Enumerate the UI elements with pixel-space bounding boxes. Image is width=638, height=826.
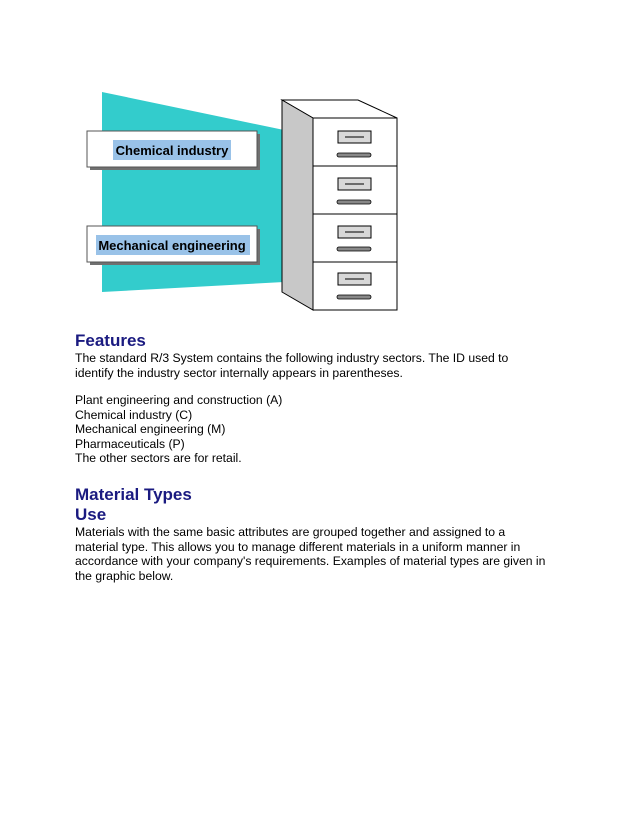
features-section bbox=[75, 331, 575, 380]
material-types-section bbox=[75, 485, 575, 583]
material-types-body-line: the graphic below. bbox=[75, 568, 174, 583]
features-intro bbox=[75, 351, 575, 380]
material-types-body-line: material type. This allows you to manage different materials in a uniform manner in bbox=[75, 539, 521, 554]
features-intro-line: identify the industry sector internally appears in parentheses. bbox=[75, 365, 403, 380]
sector-item: The other sectors are for retail. bbox=[75, 451, 242, 465]
chemical-industry-text: Chemical industry bbox=[115, 143, 229, 158]
material-types-body-line: accordance with your company's requirements. Examples of material types are given in bbox=[75, 554, 546, 568]
industry-sector-graphic bbox=[0, 0, 420, 320]
sector-item: Chemical industry (C) bbox=[75, 407, 193, 422]
features-intro-line: The standard R/3 System contains the following industry sectors. The ID used to bbox=[75, 351, 509, 365]
material-types-heading: Material Types bbox=[75, 485, 192, 504]
chemical-industry-label bbox=[87, 131, 260, 170]
sector-item: Pharmaceuticals (P) bbox=[75, 436, 185, 451]
sector-item: Mechanical engineering (M) bbox=[75, 422, 226, 436]
cabinet-side bbox=[282, 100, 313, 310]
drawer-3 bbox=[337, 226, 371, 251]
sector-item: Plant engineering and construction (A) bbox=[75, 393, 283, 407]
use-subheading: Use bbox=[75, 505, 107, 524]
mechanical-engineering-label bbox=[87, 226, 260, 265]
features-heading: Features bbox=[75, 331, 146, 350]
material-types-body-line: Materials with the same basic attributes are grouped together and assigned to a bbox=[75, 525, 506, 539]
material-types-body bbox=[75, 525, 575, 583]
mechanical-engineering-text: Mechanical engineering bbox=[98, 238, 246, 253]
sector-list bbox=[75, 393, 575, 466]
